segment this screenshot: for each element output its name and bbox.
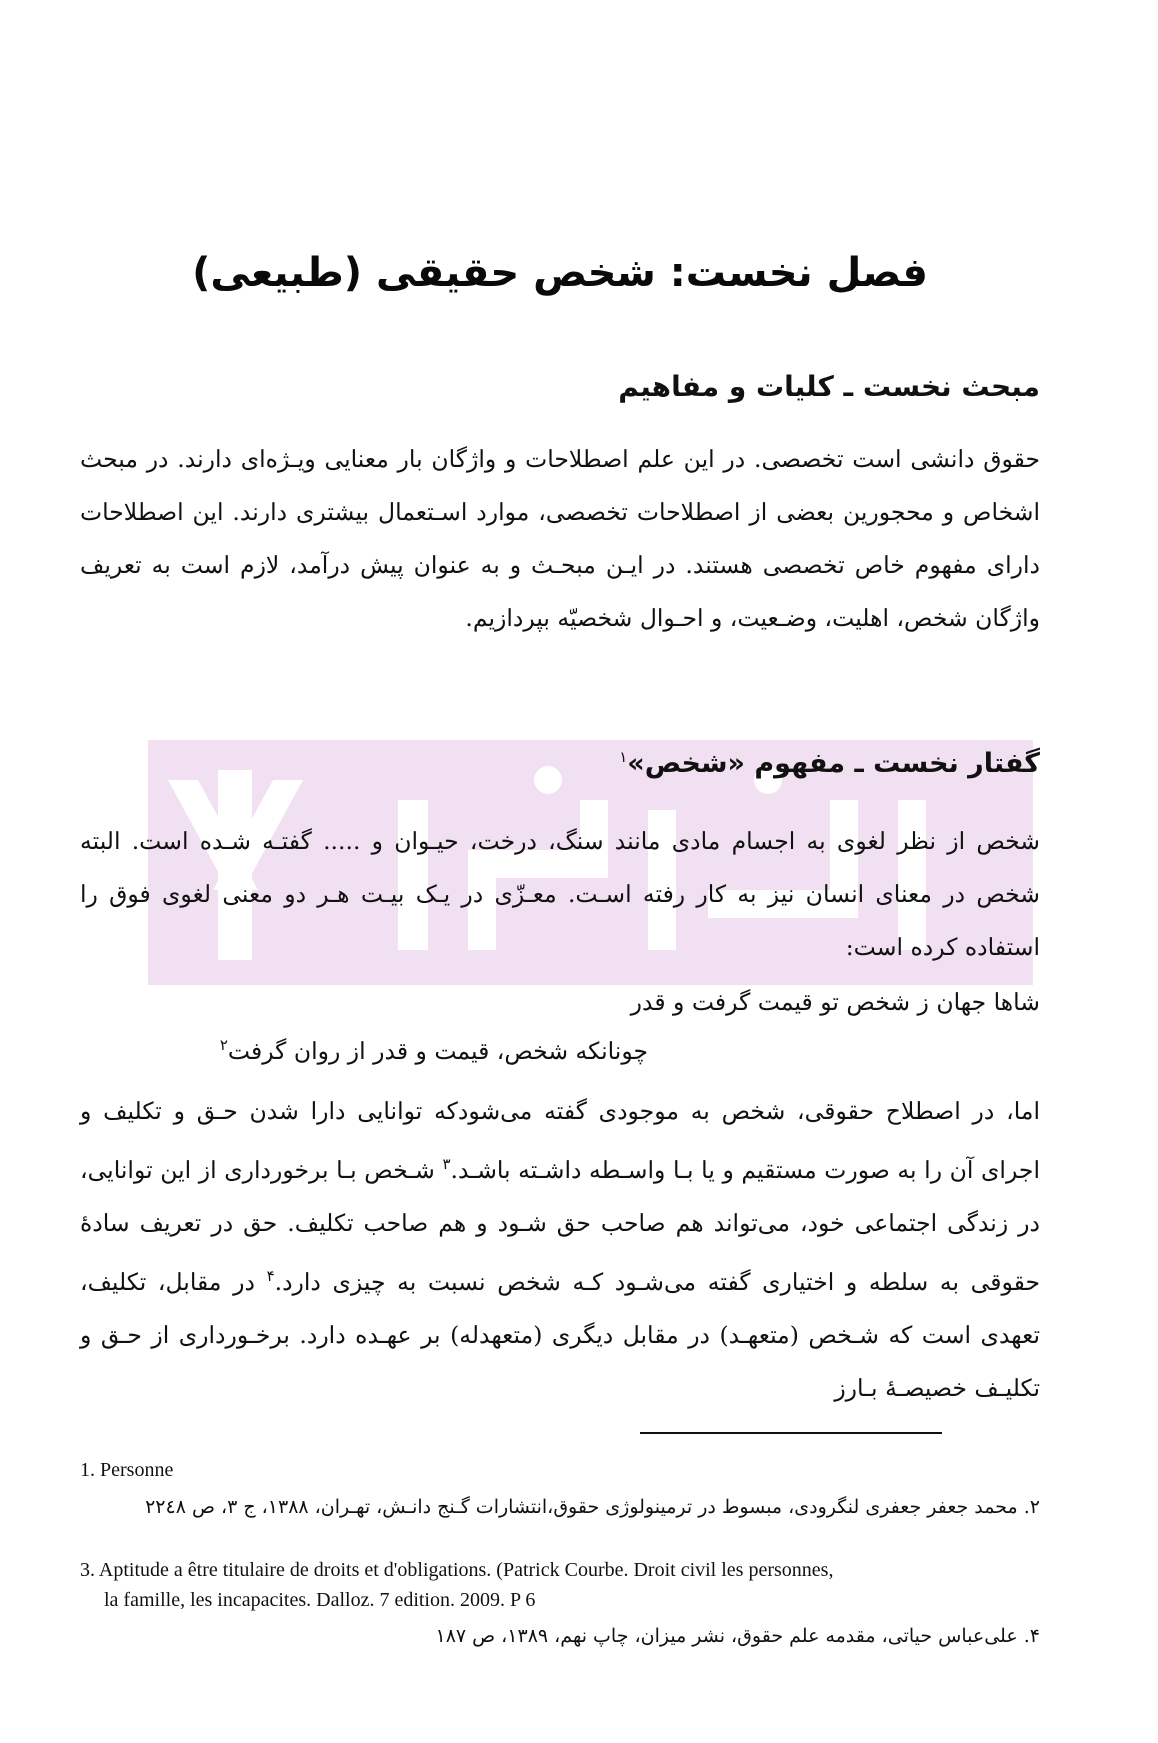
paragraph-3: [80, 1085, 1040, 1415]
paragraph-3-part-1: اما، در اصطلاح حقوقی، شخص به موجودی گفته می‌شودکه توانایی دارا شدن حـق و تکلیف و اجرای آن را به صورت مستقیم و یا بـا واسـطه داشـته باشـد.: [80, 1097, 1040, 1184]
verse-line-2-container: [80, 1036, 1040, 1065]
footnote-ref-4: ۴: [266, 1266, 275, 1285]
footnote-3-line-1: 3. Aptitude a être titulaire de droits et d'obligations. (Patrick Courbe. Droit civil les personnes,: [80, 1559, 834, 1581]
subsection-heading-text: گفتار نخست ـ مفهوم «شخص»: [627, 748, 1040, 779]
chapter-title: فصل نخست: شخص حقیقی (طبیعی): [192, 250, 928, 296]
paragraph-2: شخص از نظر لغوی به اجسام مادی مانند سنگ، درخت، حیـوان و ..... گفتـه شـده است. البته شخص در معنای انسان نیز به کار رفته اسـت. معـزّی در یـک بیـت هـر دو معنی لغوی فوق را استفاده کرده است:: [80, 827, 1040, 961]
footnote-ref-2: ۲: [219, 1036, 228, 1054]
footnote-4: ۴. علی‌عباس حیاتی، مقدمه علم حقوق، نشر میزان، چاپ نهم، ۱۳۸۹، ص ۱۸۷: [435, 1625, 1040, 1647]
footnote-3-line-2: la famille, les incapacites. Dalloz. 7 edition. 2009. P 6: [104, 1589, 536, 1611]
footnote-2: ۲. محمد جعفر جعفری لنگرودی، مبسوط در ترمینولوژی حقوق،انتشارات گـنج دانـش، تهـران، ۱۳۸۸، ج ۳، ص ۲۲٤۸: [145, 1496, 1040, 1518]
footnote-3: [80, 1555, 1040, 1615]
subsection-heading: [80, 748, 1040, 779]
section-heading: مبحث نخست ـ کلیات و مفاهیم: [618, 370, 1040, 403]
footnote-divider: [640, 1432, 942, 1434]
footnote-1: 1. Personne: [80, 1459, 174, 1481]
paragraph-3-part-3: در مقابل، تکلیف، تعهدی است که شـخص (متعهـد) در مقابل دیگری (متعهدله) بر عهـده دارد. برخـورداری از حـق و تکلیـف خصیصـهٔ بـارز: [80, 1267, 1040, 1402]
footnote-ref-3: ۳: [442, 1155, 451, 1173]
footnote-ref-1: ۱: [619, 748, 628, 766]
paragraph-3-part-2: شـخص بـا برخورداری از این توانایی، در زندگی اجتماعی خود، می‌تواند هم صاحب حق شـود و هم صاحب تکلیف. حق در تعریف سادهٔ حقوقی به سلطه و اختیاری گفته می‌شـود کـه شخص نسبت به چیزی دارد.: [80, 1155, 1040, 1296]
verse-line-2: چونانکه شخص، قیمت و قدر از روان گرفت: [227, 1036, 648, 1065]
verse-line-1: شاها جهان ز شخص تو قیمت گرفت و قدر: [630, 988, 1040, 1016]
paragraph-1: حقوق دانشی است تخصصی. در این علم اصطلاحات و واژگان بار معنایی ویـژه‌ای دارند. در مبحث اشخاص و محجورین بعضی از اصطلاحات تخصصی، موارد اسـتعمال بیشتری دارند. این اصطلاحات دارای مفهوم خاص تخصصی هستند. در ایـن مبحـث و به عنوان پیش درآمد، لازم است به تعریف واژگان شخص، اهلیت، وضـعیت، و احـوال شخصیّه بپردازیم.: [80, 445, 1040, 632]
